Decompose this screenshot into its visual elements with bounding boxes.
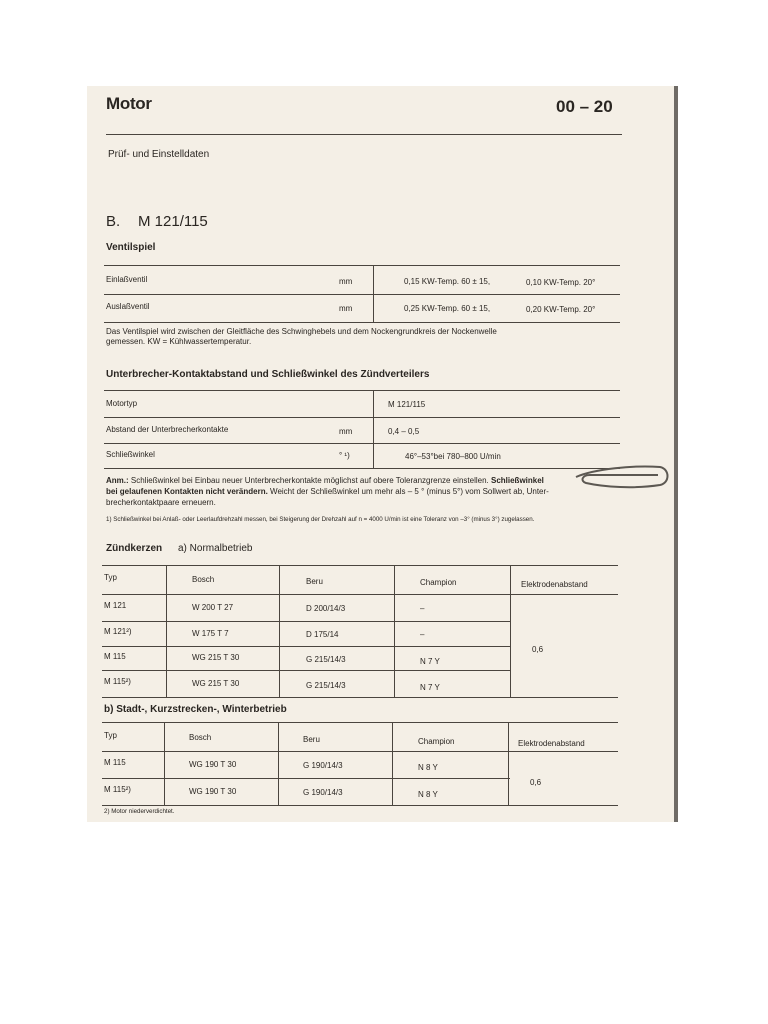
- table-cell: N 8 Y: [418, 790, 438, 799]
- table-cell: W 200 T 27: [192, 603, 234, 612]
- table-cell: 0,10 KW-Temp. 20°: [526, 278, 596, 287]
- table-cell-gap: 0,6: [530, 778, 542, 787]
- page-subtitle: Prüf- und Einstelldaten: [108, 149, 210, 160]
- table-cell: 0,15 KW-Temp. 60 ± 15,: [404, 277, 491, 286]
- column-header: Beru: [306, 577, 323, 586]
- table-divider: [394, 565, 395, 697]
- table-rule: [104, 390, 620, 391]
- page-code: 00 – 20: [556, 97, 613, 116]
- annotation-line: [106, 487, 549, 496]
- table-cell: N 7 Y: [420, 657, 440, 666]
- table-divider: [510, 565, 511, 697]
- subheading-normal: a) Normalbetrieb: [178, 543, 253, 554]
- table-cell-gap: 0,6: [532, 645, 544, 654]
- table-rule: [102, 697, 618, 698]
- table-cell: M 115: [104, 652, 126, 661]
- table-cell: M 121: [104, 601, 127, 610]
- table-rule: [102, 621, 510, 622]
- table-cell: mm: [339, 304, 353, 313]
- table-cell: WG 190 T 30: [189, 760, 237, 769]
- table-divider: [392, 722, 393, 805]
- table-cell: M 115: [104, 758, 126, 767]
- annotation-label: Anm.:: [106, 476, 129, 485]
- note-text: gemessen. KW = Kühlwassertemperatur.: [106, 337, 252, 346]
- table-cell: M 121²): [104, 627, 132, 636]
- table-cell: WG 215 T 30: [192, 653, 240, 662]
- table-cell: ° ¹): [339, 451, 350, 460]
- annotation-text: Schließwinkel bei Einbau neuer Unterbrecherkontakte möglichst auf obere Toleranzgrenze einstellen.: [130, 476, 489, 485]
- table-cell: Einlaßventil: [106, 275, 148, 284]
- table-cell: mm: [339, 427, 353, 436]
- table-cell: Abstand der Unterbrecherkontakte: [106, 425, 229, 434]
- section-heading-ventilspiel: Ventilspiel: [106, 242, 156, 253]
- footnote: 1) Schließwinkel bei Anlaß- oder Leerlaufdrehzahl messen, bei Steigerung der Drehzahl auf n = 4000 U/min ist eine Toleranz von –3° (minus 3°) zugelassen.: [106, 516, 535, 523]
- section-heading-zuendkerzen: Zündkerzen: [106, 543, 163, 554]
- table-cell: G 190/14/3: [303, 761, 343, 770]
- table-rule: [104, 468, 620, 469]
- annotation-bold: Schließwinkel: [490, 476, 544, 485]
- table-cell: WG 190 T 30: [189, 787, 237, 796]
- table-cell: D 175/14: [306, 630, 339, 639]
- footnote: 2) Motor niederverdichtet.: [104, 808, 175, 815]
- table-rule: [104, 443, 620, 444]
- table-divider: [373, 390, 374, 468]
- annotation-bold: bei gelaufenen Kontakten nicht verändern.: [106, 487, 268, 496]
- table-rule: [104, 417, 620, 418]
- column-header: Elektrodenabstand: [521, 580, 588, 589]
- note-text: Das Ventilspiel wird zwischen der Gleitfläche des Schwinghebels und dem Nockengrundkreis der Nockenwelle: [106, 327, 497, 336]
- column-header: Elektrodenabstand: [518, 739, 585, 748]
- table-cell: N 7 Y: [420, 683, 440, 692]
- table-cell: N 8 Y: [418, 763, 438, 772]
- table-cell: Schließwinkel: [106, 450, 155, 459]
- table-cell: M 115²): [104, 785, 131, 794]
- header-rule: [106, 134, 622, 135]
- annotation-text: brecherkontaktpaare erneuern.: [106, 498, 216, 507]
- paper-clip-icon: [574, 461, 674, 493]
- table-cell: G 215/14/3: [306, 681, 346, 690]
- annotation-text: Weicht der Schließwinkel um mehr als – 5 ° (minus 5°) vom Sollwert ab, Unter-: [270, 487, 549, 496]
- table-cell: M 115²): [104, 677, 131, 686]
- table-divider: [278, 722, 279, 805]
- column-header: Typ: [104, 573, 117, 582]
- column-header: Champion: [420, 578, 457, 587]
- table-cell: 0,20 KW-Temp. 20°: [526, 305, 596, 314]
- column-header: Typ: [104, 731, 117, 740]
- table-cell: 46°–53°bei 780–800 U/min: [405, 452, 501, 461]
- table-divider: [164, 722, 165, 805]
- table-rule: [104, 294, 620, 295]
- section-heading-stadt: b) Stadt-, Kurzstrecken-, Winterbetrieb: [104, 704, 287, 715]
- column-header: Beru: [303, 735, 320, 744]
- table-cell: G 190/14/3: [303, 788, 343, 797]
- page-title: Motor: [106, 94, 152, 113]
- table-divider: [373, 265, 374, 322]
- table-cell: Motortyp: [106, 399, 138, 408]
- table-cell: Auslaßventil: [106, 302, 150, 311]
- table-cell: D 200/14/3: [306, 604, 346, 613]
- chapter-model: M 121/115: [138, 213, 208, 230]
- table-cell: WG 215 T 30: [192, 679, 240, 688]
- table-divider: [508, 722, 509, 805]
- table-rule: [102, 722, 618, 723]
- table-cell: –: [420, 604, 425, 613]
- table-cell: –: [420, 630, 425, 639]
- table-divider: [279, 565, 280, 697]
- column-header: Bosch: [192, 575, 215, 584]
- table-divider: [166, 565, 167, 697]
- column-header: Champion: [418, 737, 455, 746]
- column-header: Bosch: [189, 733, 212, 742]
- table-rule: [102, 805, 618, 806]
- table-rule: [104, 322, 620, 323]
- table-rule: [102, 751, 618, 752]
- table-rule: [102, 565, 618, 566]
- annotation-line: [106, 476, 544, 485]
- table-rule: [104, 265, 620, 266]
- table-rule: [102, 670, 510, 671]
- table-cell: mm: [339, 277, 353, 286]
- table-cell: W 175 T 7: [192, 629, 229, 638]
- table-rule: [102, 646, 510, 647]
- table-cell: M 121/115: [388, 400, 426, 409]
- table-cell: 0,4 – 0,5: [388, 427, 420, 436]
- page-edge-shadow: [674, 86, 678, 822]
- table-rule: [102, 594, 618, 595]
- table-cell: G 215/14/3: [306, 655, 346, 664]
- table-cell: 0,25 KW-Temp. 60 ± 15,: [404, 304, 491, 313]
- chapter-letter: B.: [106, 213, 121, 230]
- section-heading-unterbrecher: Unterbrecher-Kontaktabstand und Schließwinkel des Zündverteilers: [106, 369, 430, 380]
